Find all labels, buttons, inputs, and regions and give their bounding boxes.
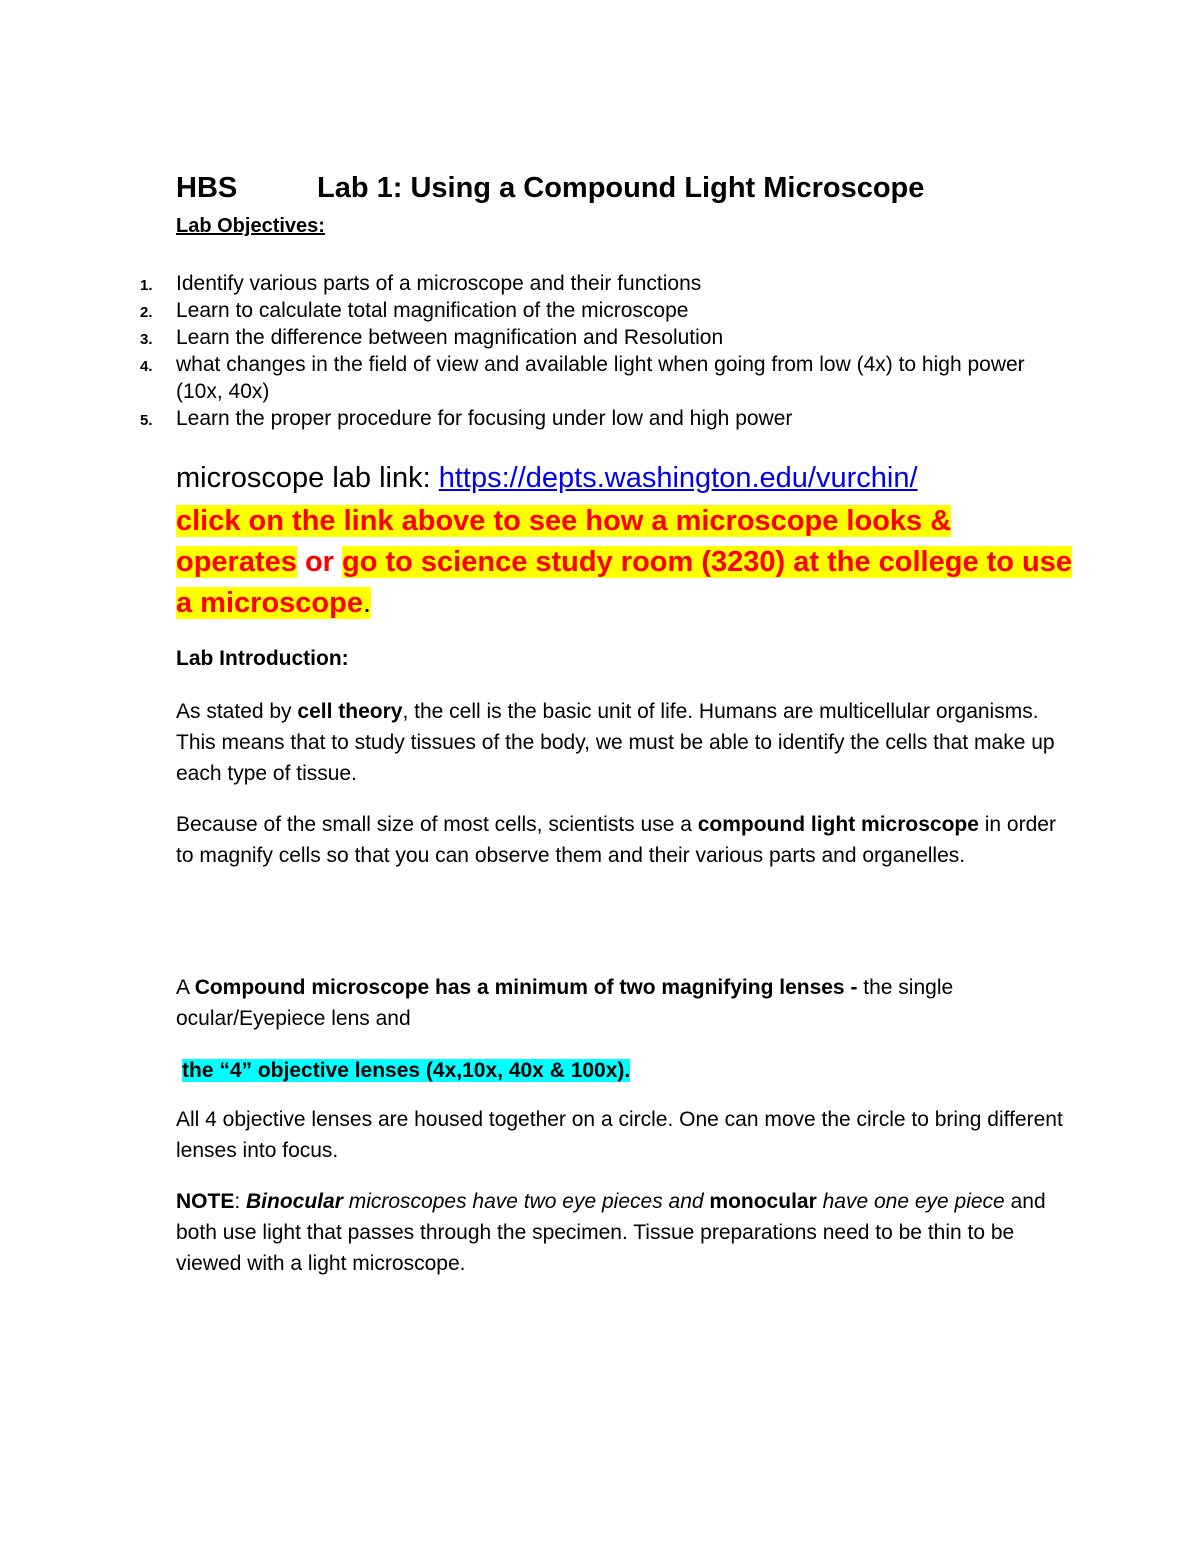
paragraph-lenses xyxy=(176,972,1076,1034)
callout-highlight-room: go to science study room (3230) at the college to use a microscope xyxy=(176,546,1073,619)
text: , the cell is the basic unit of life. Humans are multicellular organisms. This means that to study tissues of the body, we must be able to identify the cells that make up each type of tissue. xyxy=(176,700,1055,785)
list-item xyxy=(140,270,1076,297)
note-label: NOTE xyxy=(176,1190,235,1213)
paragraph-objective-circle: All 4 objective lenses are housed together on a circle. One can move the circle to bring different lenses into focus. xyxy=(176,1108,1063,1162)
list-item-text: Learn to calculate total magnification of the microscope xyxy=(176,299,689,322)
text: have one eye piece xyxy=(816,1190,1005,1213)
text: As stated by xyxy=(176,700,298,723)
lab-link-label: microscope lab link: xyxy=(176,462,439,494)
paragraph-note xyxy=(176,1186,1076,1279)
list-item-text: Identify various parts of a microscope and their functions xyxy=(176,272,702,295)
cyan-highlight: the “4” objective lenses (4x,10x, 40x & 100x). xyxy=(182,1059,631,1082)
list-number: 5. xyxy=(140,412,153,429)
list-item xyxy=(140,405,1076,432)
text: the single ocular/Eyepiece lens and xyxy=(176,976,954,1030)
list-item xyxy=(140,351,1076,405)
term-compound-light-microscope: compound light microscope xyxy=(697,813,979,836)
list-item xyxy=(140,297,1076,324)
list-item-text: Learn the difference between magnification and Resolution xyxy=(176,326,724,349)
lab-title: Lab 1: Using a Compound Light Microscope xyxy=(317,172,925,204)
term-monocular: monocular xyxy=(709,1190,817,1213)
list-item-text: what changes in the field of view and available light when going from low (4x) to high power (10x, 40x) xyxy=(176,353,1025,403)
text: in order to magnify cells so that you can observe them and their various parts and organelles. xyxy=(176,813,1056,867)
list-number: 1. xyxy=(140,277,153,294)
objectives-list xyxy=(140,270,1076,432)
term-binocular: Binocular xyxy=(246,1190,343,1213)
list-number: 2. xyxy=(140,304,153,321)
course-code: HBS xyxy=(176,172,238,204)
callout-period: . xyxy=(362,587,372,619)
text: A xyxy=(176,976,195,999)
callout-highlight-link: click on the link above to see how a microscope looks & operates xyxy=(176,505,952,578)
list-number: 3. xyxy=(140,331,153,348)
lab-link-line xyxy=(176,462,918,495)
text: and both use light that passes through the specimen. Tissue preparations need to be thin to be viewed with a light microscope. xyxy=(176,1190,1046,1275)
text: Because of the small size of most cells, scientists use a xyxy=(176,813,698,836)
text: : xyxy=(234,1190,247,1213)
lab-link[interactable]: https://depts.washington.edu/vurchin/ xyxy=(438,462,918,494)
page-title xyxy=(176,172,924,205)
term-cell-theory: cell theory xyxy=(297,700,403,723)
objectives-heading: Lab Objectives: xyxy=(176,215,325,237)
list-number: 4. xyxy=(140,358,153,375)
intro-heading: Lab Introduction: xyxy=(176,647,349,670)
paragraph-cell-theory xyxy=(176,696,1076,789)
term-compound-microscope: Compound microscope has a minimum of two magnifying lenses - xyxy=(194,976,864,999)
paragraph-objective-lenses xyxy=(176,1055,1082,1086)
list-item xyxy=(140,324,1076,351)
paragraph-compound-light xyxy=(176,809,1076,871)
callout-instructions xyxy=(176,501,1076,624)
list-item-text: Learn the proper procedure for focusing under low and high power xyxy=(176,407,793,430)
text: microscopes have two eye pieces and xyxy=(342,1190,710,1213)
callout-or: or xyxy=(296,546,343,578)
